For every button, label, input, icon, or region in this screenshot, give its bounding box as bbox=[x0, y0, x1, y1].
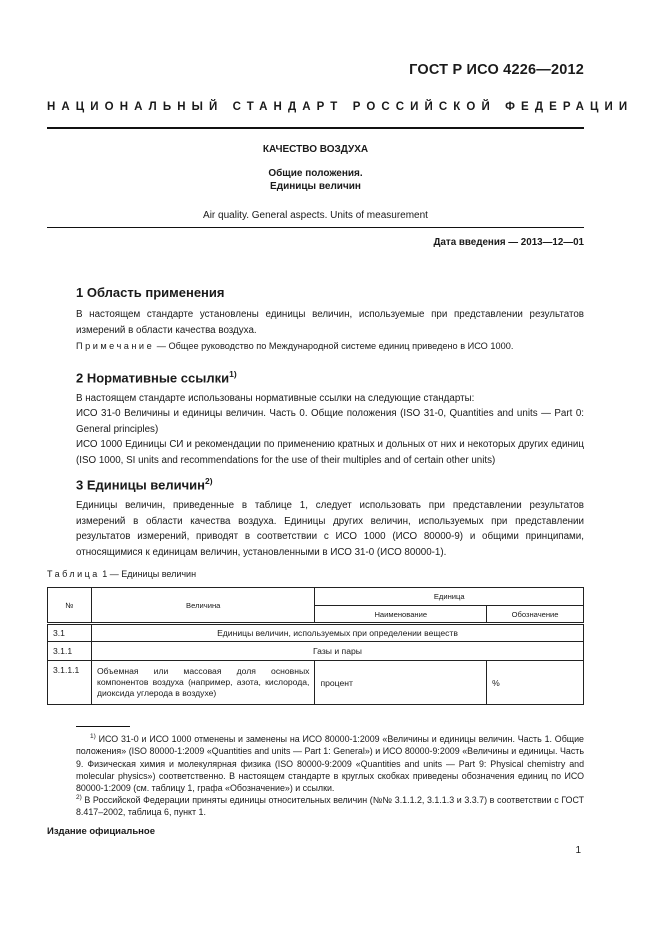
section-2-heading bbox=[76, 369, 237, 385]
document-subtitle bbox=[47, 167, 584, 193]
section-1-heading: 1 Область применения bbox=[76, 285, 225, 300]
units-table bbox=[47, 587, 584, 705]
footnote-1 bbox=[76, 731, 584, 794]
footnote-ref-2: 2) bbox=[205, 476, 213, 486]
footnote-1-text: ИСО 31-0 и ИСО 1000 отменены и заменены на ИСО 80000-1:2009 «Величины и единицы величин. Часть 1. Общие положения» (ISO 80000-1:2009 «Quantities and units — Part 1: General») и ИСО 80000-9:2009 «Величины и единицы. Часть 9. Физическая химия и молекулярная физика (ISO 80000-9:2009 «Quantities and units — Part 9: Physical chemistry and molecular physics») соответственно. В настоящем стандарте в круглых скобках приведены обозначения единиц по ИСО 80000-1:2009 (см. таблицу 1, графа «Обозначение») и ссылки. bbox=[76, 733, 584, 794]
footnote-ref-1: 1) bbox=[229, 369, 237, 379]
section-1-note bbox=[76, 341, 584, 351]
col-header-unit: Единица bbox=[315, 588, 584, 606]
english-title: Air quality. General aspects. Units of measurement bbox=[203, 210, 428, 221]
document-title: КАЧЕСТВО ВОЗДУХА bbox=[262, 144, 369, 155]
row-unit-name: процент bbox=[315, 661, 487, 705]
table-row bbox=[48, 624, 584, 642]
table-row bbox=[48, 642, 584, 661]
note-label: Примечание bbox=[76, 341, 155, 351]
row-group-title: Единицы величин, используемых при определении веществ bbox=[91, 624, 583, 642]
section-3-heading bbox=[76, 476, 213, 492]
table-caption bbox=[47, 569, 196, 579]
reference-iso-1000: ИСО 1000 Единицы СИ и рекомендации по применению кратных и дольных от них и некоторых других единиц (ISO 1000, SI units and recommendations for the use of their multiples and of certain other units) bbox=[76, 439, 584, 466]
document-code: ГОСТ Р ИСО 4226—2012 bbox=[409, 62, 584, 78]
footnote-2-mark: 2) bbox=[76, 794, 82, 801]
subtitle-line-1: Общие положения. bbox=[268, 168, 363, 179]
section-1-paragraph: В настоящем стандарте установлены единицы величин, используемые при представлении результатов измерений в области качества воздуха. bbox=[76, 309, 584, 336]
footnote-1-mark: 1) bbox=[90, 733, 96, 740]
section-3-heading-text: 3 Единицы величин bbox=[76, 477, 205, 493]
note-text: — Общее руководство по Международной системе единиц приведено в ИСО 1000. bbox=[154, 341, 514, 351]
header-divider bbox=[47, 127, 584, 129]
official-edition-label: Издание официальное bbox=[47, 826, 155, 837]
col-header-name: Наименование bbox=[315, 606, 487, 624]
row-number: 3.1.1 bbox=[48, 642, 92, 661]
section-3-text: Единицы величин, приведенные в таблице 1, следует использовать при представлении результатов измерений в области качества воздуха. Единицы других величин, используемых при представлении результатов измерений, приводят в соответствии с ИСО 1000 (ИСО 80000-9) и общими принципами, относящимися к единицам величин, установленными в ИСО 31-0 (ИСО 80000-1). bbox=[76, 500, 584, 558]
section-2-heading-text: 2 Нормативные ссылки bbox=[76, 370, 230, 386]
national-standard-heading: НАЦИОНАЛЬНЫЙ СТАНДАРТ РОССИЙСКОЙ ФЕДЕРАЦИИ bbox=[47, 101, 634, 113]
subtitle-line-2: Единицы величин bbox=[270, 181, 361, 192]
col-header-symbol: Обозначение bbox=[487, 606, 584, 624]
row-unit-symbol: % bbox=[487, 661, 584, 705]
row-quantity: Объемная или массовая доля основных компонентов воздуха (например, азота, кислорода, диоксида углерода в воздухе) bbox=[91, 661, 314, 705]
title-divider bbox=[47, 227, 584, 228]
row-group-title: Газы и пары bbox=[91, 642, 583, 661]
col-header-quantity: Величина bbox=[91, 588, 314, 624]
footnote-divider bbox=[76, 726, 130, 727]
page-number: 1 bbox=[575, 845, 581, 856]
table-caption-text: 1 — Единицы величин bbox=[99, 569, 197, 579]
table-row bbox=[48, 661, 584, 705]
footnote-2 bbox=[76, 792, 584, 819]
section-2-intro: В настоящем стандарте использованы нормативные ссылки на следующие стандарты: bbox=[76, 393, 475, 404]
effective-date: Дата введения — 2013—12—01 bbox=[433, 237, 584, 248]
reference-iso-31-0: ИСО 31-0 Величины и единицы величин. Часть 0. Общие положения (ISO 31-0, Quantities and units — Part 0: General principles) bbox=[76, 408, 584, 435]
section-1-text bbox=[76, 307, 584, 338]
row-number: 3.1 bbox=[48, 624, 92, 642]
table-caption-label: Таблица bbox=[47, 569, 100, 579]
col-header-no: № bbox=[48, 588, 92, 624]
row-number: 3.1.1.1 bbox=[48, 661, 92, 705]
footnote-2-text: В Российской Федерации приняты единицы относительных величин (№№ 3.1.1.2, 3.1.1.3 и 3.3.7) в соответствии с ГОСТ 8.417–2002, таблица 6, пункт 1. bbox=[76, 794, 584, 818]
